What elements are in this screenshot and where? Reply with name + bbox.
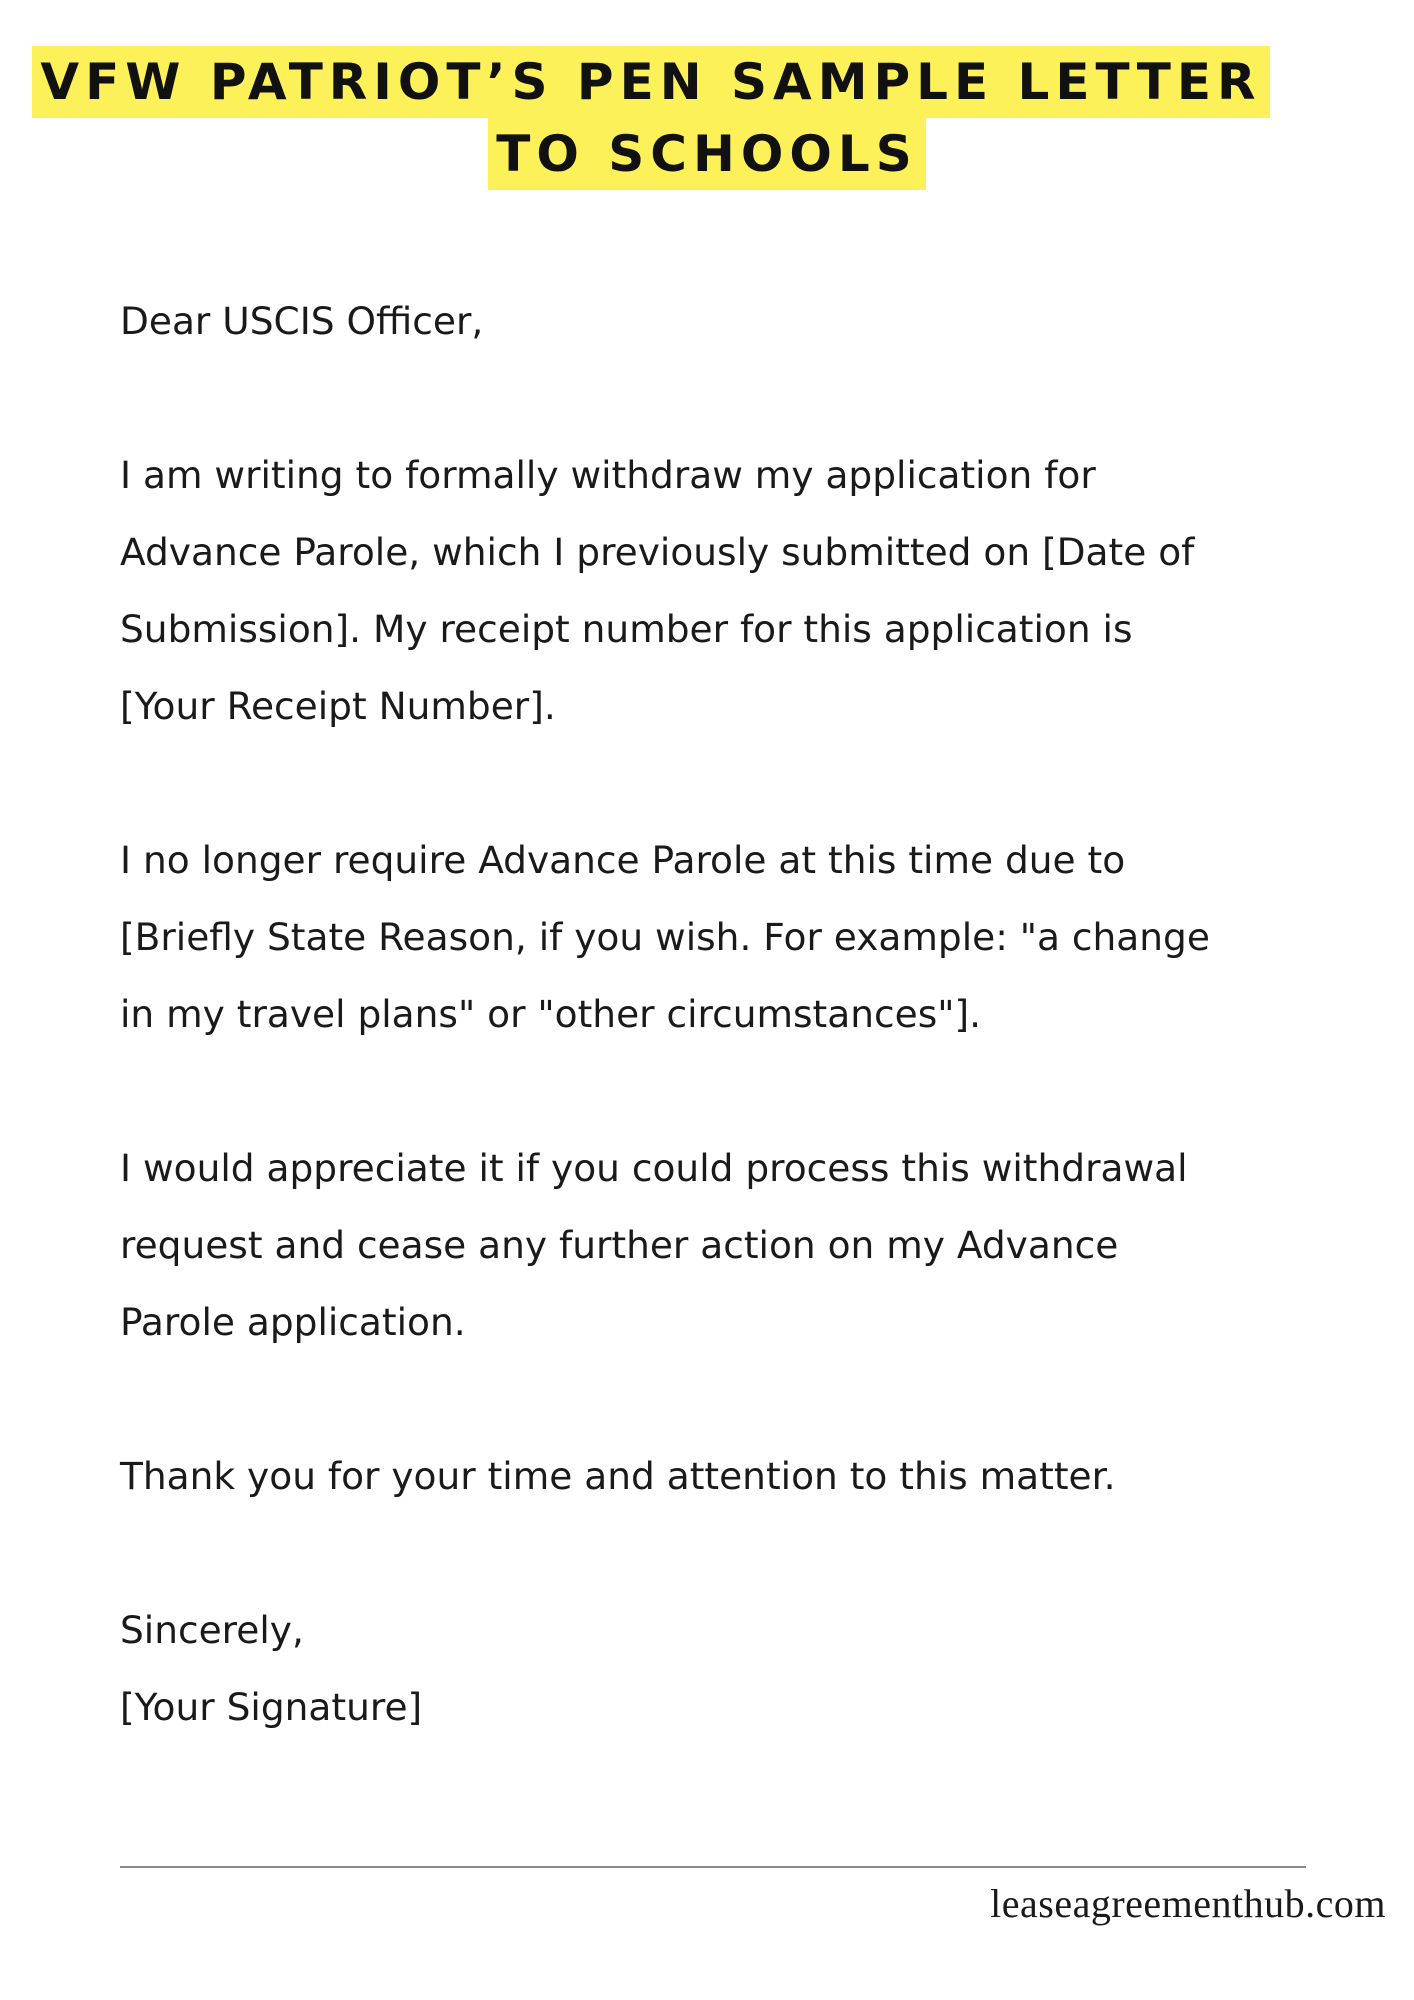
footer-site-name: leaseagreementhub.com (990, 1881, 1386, 1926)
paragraph-line: request and cease any further action on my Advance (120, 1223, 1119, 1267)
paragraph-line: I would appreciate it if you could process this withdrawal (120, 1146, 1188, 1190)
letter-body (120, 283, 1360, 1746)
paragraph-line: [Briefly State Reason, if you wish. For example: "a change (120, 915, 1210, 959)
paragraph-line: I am writing to formally withdraw my application for (120, 453, 1096, 497)
closing-text: Sincerely, (120, 1608, 304, 1652)
paragraph-line: Parole application. (120, 1300, 466, 1344)
paragraph-line: in my travel plans" or "other circumstances"]. (120, 992, 982, 1036)
paragraph-line: Advance Parole, which I previously submitted on [Date of (120, 530, 1195, 574)
salutation (120, 283, 1360, 360)
closing-block (120, 1592, 1360, 1746)
paragraph-request (120, 1130, 1360, 1361)
signature-placeholder: [Your Signature] (120, 1685, 423, 1729)
paragraph-withdrawal (120, 437, 1360, 745)
document-title (0, 46, 1414, 190)
paragraph-line: [Your Receipt Number]. (120, 684, 556, 728)
title-line-1: VFW PATRIOT’S PEN SAMPLE LETTER (32, 46, 1269, 118)
paragraph-line: Submission]. My receipt number for this application is (120, 607, 1133, 651)
paragraph-thanks (120, 1438, 1360, 1515)
paragraph-line: Thank you for your time and attention to this matter. (120, 1454, 1116, 1498)
paragraph-reason (120, 822, 1360, 1053)
paragraph-line: I no longer require Advance Parole at this time due to (120, 838, 1126, 882)
title-line-2: TO SCHOOLS (488, 118, 925, 190)
footer-divider (120, 1866, 1306, 1868)
salutation-text: Dear USCIS Officer, (120, 299, 484, 343)
